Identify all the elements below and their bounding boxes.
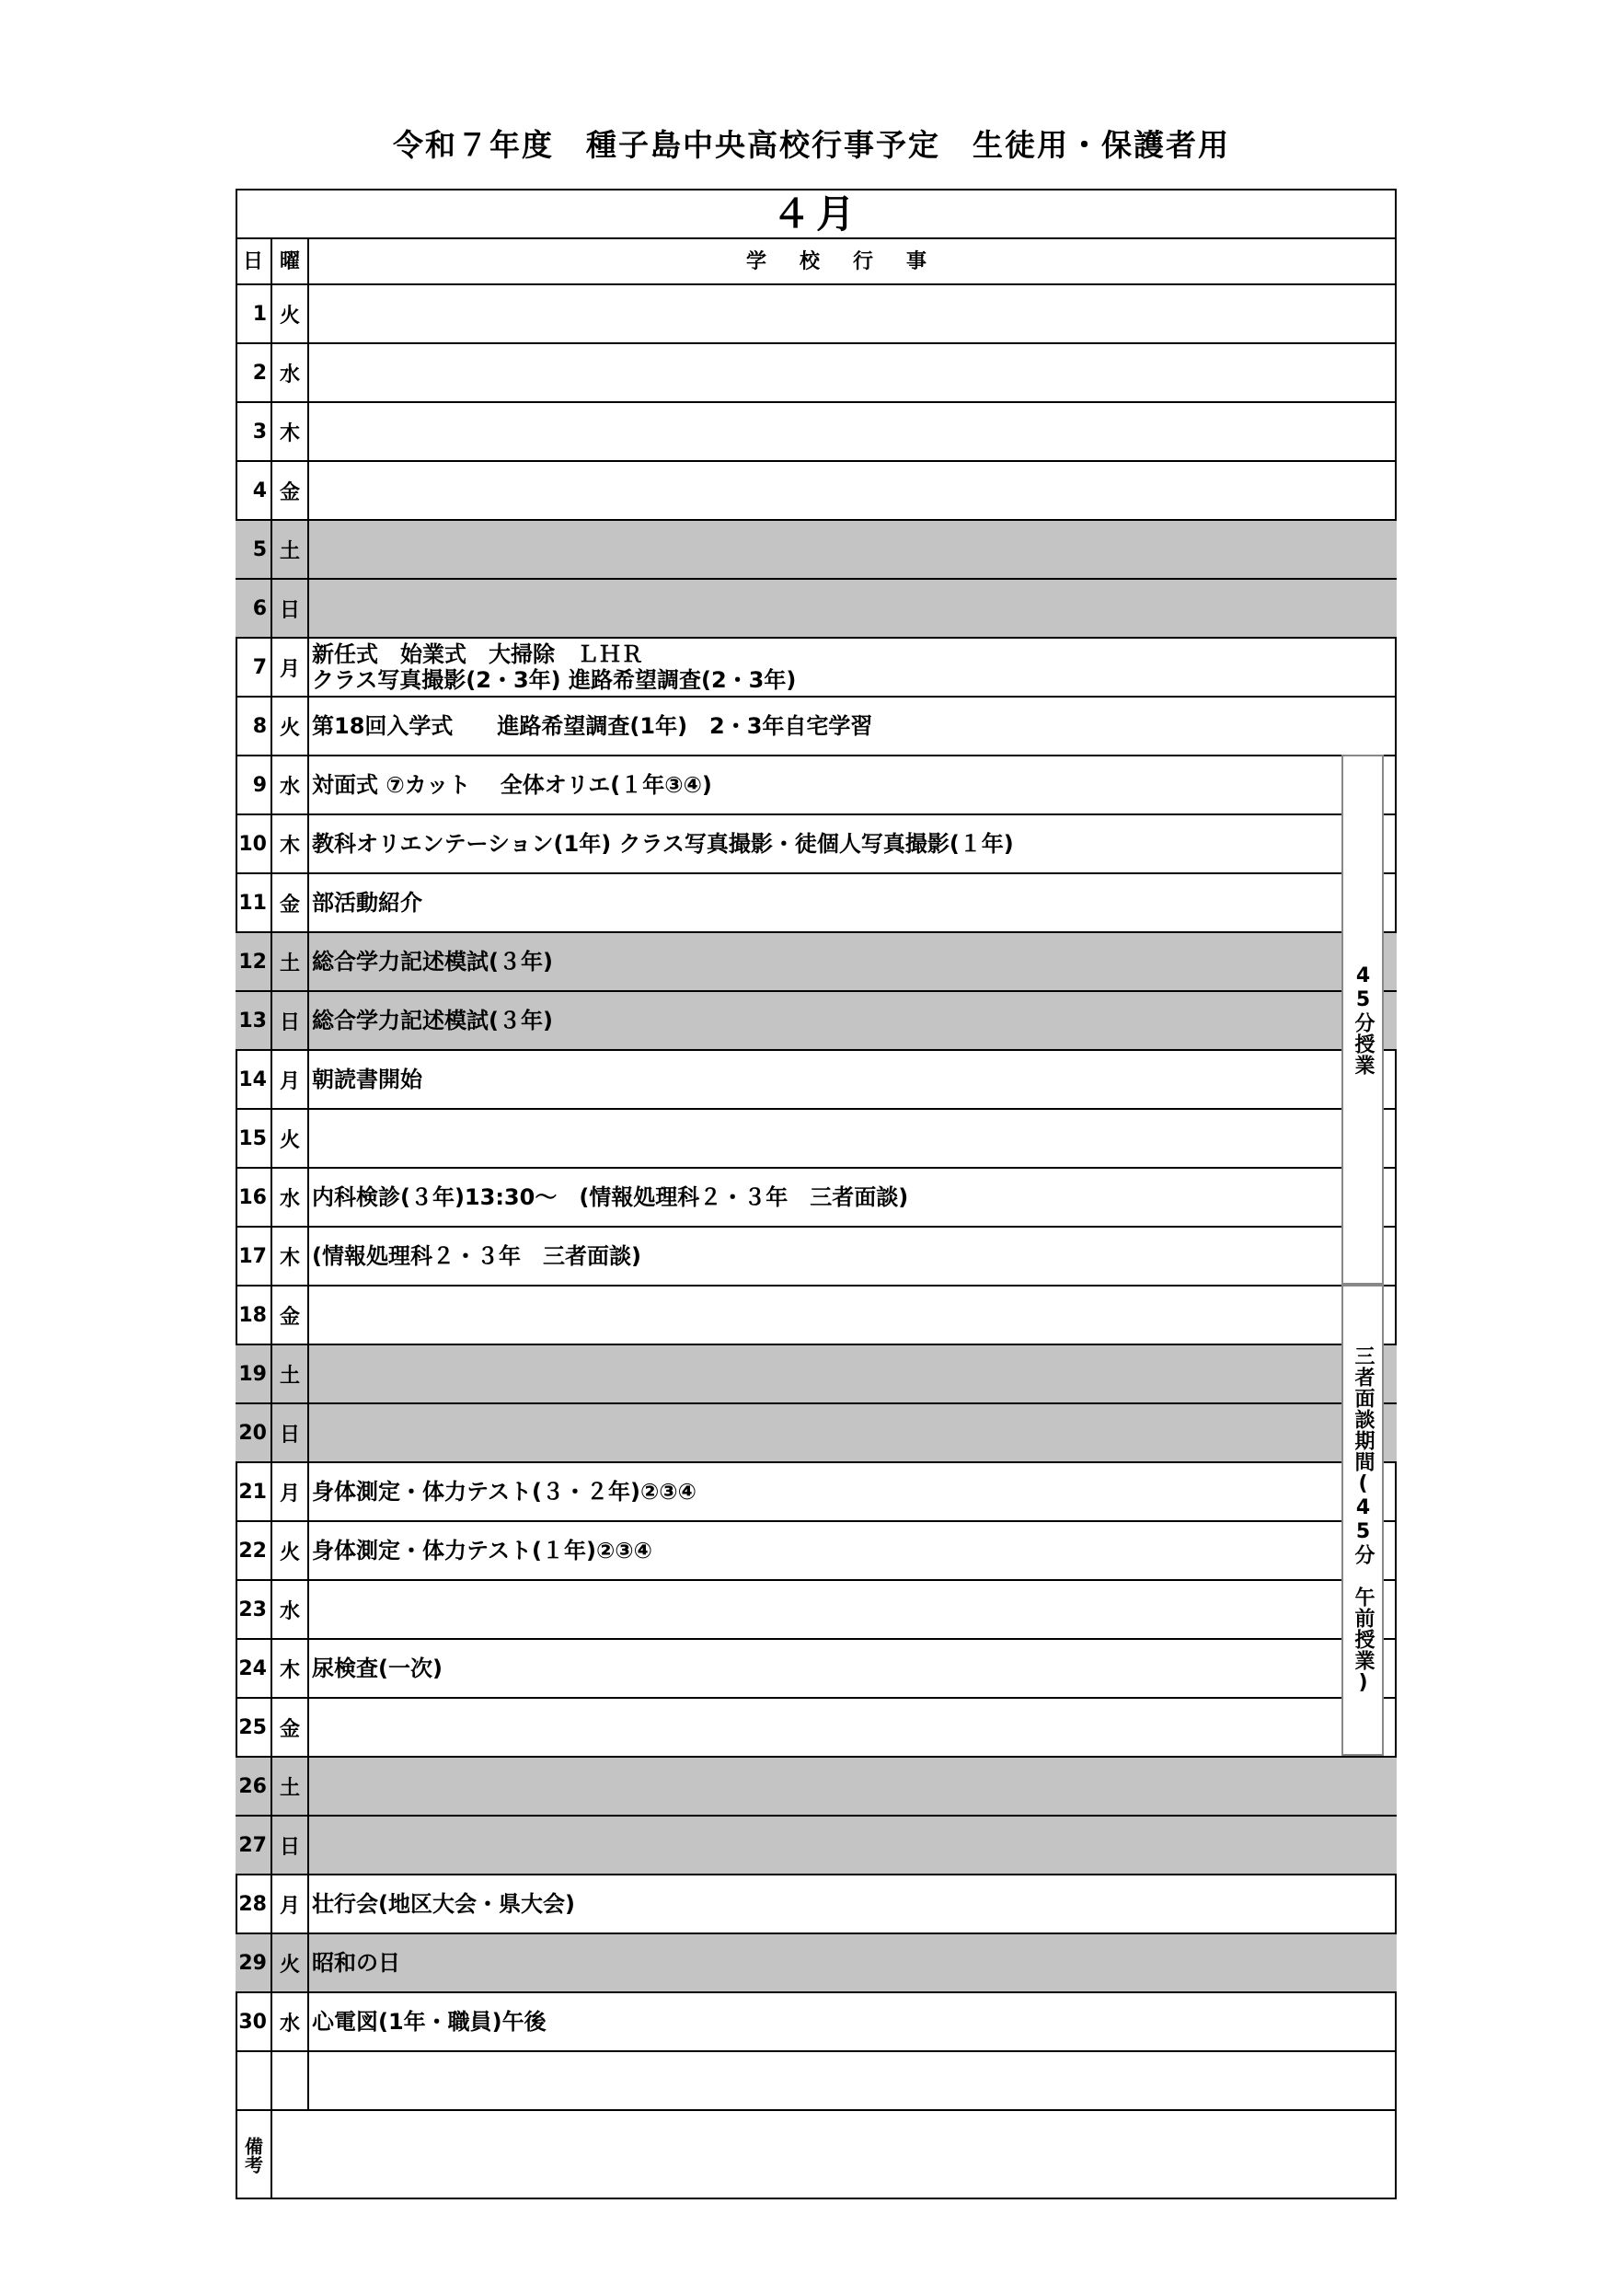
event-cell <box>312 992 1341 1049</box>
event-cell <box>312 1463 1341 1520</box>
weekday <box>272 2052 309 2109</box>
weekday: 土 <box>272 521 309 578</box>
side-note-box <box>1341 1285 1384 1756</box>
day-number: 20 <box>236 1404 272 1461</box>
table-row <box>236 1699 1397 1758</box>
table-row <box>236 1875 1397 1934</box>
event-cell <box>312 285 1341 342</box>
weekday: 土 <box>272 1345 309 1402</box>
weekday: 火 <box>272 1522 309 1579</box>
day-number: 30 <box>236 1993 272 2050</box>
weekday: 金 <box>272 874 309 931</box>
table-row <box>236 1169 1397 1228</box>
weekday: 金 <box>272 1286 309 1344</box>
table-row <box>236 1463 1397 1522</box>
event-cell <box>312 1286 1341 1344</box>
weekday: 月 <box>272 639 309 696</box>
event-text: 対面式 ⑦カット 全体オリエ(１年③④) <box>312 772 712 798</box>
weekday: 月 <box>272 1051 309 1108</box>
event-text: 総合学力記述模試(３年) <box>312 1008 553 1033</box>
event-cell <box>312 1993 1341 2050</box>
day-number: 12 <box>236 933 272 990</box>
event-cell <box>312 1522 1341 1579</box>
event-cell <box>312 1110 1341 1167</box>
weekday: 木 <box>272 1228 309 1285</box>
day-number: 17 <box>236 1228 272 1285</box>
event-cell <box>312 1051 1341 1108</box>
day-number: 6 <box>236 580 272 637</box>
table-row <box>236 1993 1397 2052</box>
day-number: 29 <box>236 1934 272 1991</box>
event-cell <box>312 1581 1341 1638</box>
day-number: 14 <box>236 1051 272 1108</box>
table-row <box>236 1758 1397 1817</box>
table-row <box>236 1110 1397 1169</box>
event-cell <box>312 874 1341 931</box>
event-cell <box>312 815 1341 872</box>
event-cell <box>312 1640 1341 1697</box>
table-row <box>236 1522 1397 1581</box>
event-cell <box>312 933 1341 990</box>
header-events: 学校行事 <box>309 239 1397 285</box>
event-text: 尿検査(一次) <box>312 1656 443 1681</box>
month-heading: ４月 <box>236 189 1397 239</box>
weekday: 日 <box>272 580 309 637</box>
weekday: 水 <box>272 1169 309 1226</box>
event-cell <box>312 2052 1341 2109</box>
day-number <box>236 2052 272 2109</box>
event-cell <box>312 521 1341 578</box>
weekday: 水 <box>272 344 309 401</box>
weekday: 土 <box>272 1758 309 1815</box>
table-row <box>236 1934 1397 1993</box>
event-text: 壮行会(地区大会・県大会) <box>312 1891 575 1917</box>
event-cell <box>312 1934 1341 1991</box>
event-cell <box>312 1875 1341 1933</box>
event-text: 部活動紹介 <box>312 890 422 916</box>
table-row <box>236 933 1397 992</box>
weekday: 月 <box>272 1463 309 1520</box>
event-cell <box>312 1699 1341 1756</box>
weekday: 火 <box>272 1934 309 1991</box>
table-row <box>236 1228 1397 1286</box>
table-row <box>236 462 1397 521</box>
day-number: 24 <box>236 1640 272 1697</box>
weekday: 水 <box>272 1581 309 1638</box>
side-note-box <box>1341 755 1384 1285</box>
weekday: 月 <box>272 1875 309 1933</box>
table-row <box>236 344 1397 403</box>
weekday: 火 <box>272 698 309 755</box>
event-text: クラス写真撮影(2・3年) 進路希望調査(2・3年) <box>312 667 797 693</box>
event-text: 身体測定・体力テスト(１年)②③④ <box>312 1538 652 1563</box>
table-row <box>236 1640 1397 1699</box>
weekday: 木 <box>272 1640 309 1697</box>
table-row <box>236 698 1397 756</box>
day-number: 13 <box>236 992 272 1049</box>
day-number: 16 <box>236 1169 272 1226</box>
table-row <box>236 285 1397 344</box>
weekday: 金 <box>272 1699 309 1756</box>
table-row <box>236 521 1397 580</box>
event-cell <box>312 1404 1341 1461</box>
remarks-label: 備考 <box>241 2137 264 2174</box>
day-number: 10 <box>236 815 272 872</box>
side-note-text: 三者面談期間(45分 午前授業) <box>1352 1345 1375 1695</box>
event-text: 朝読書開始 <box>312 1067 422 1092</box>
event-cell <box>312 344 1341 401</box>
table-row <box>236 580 1397 639</box>
day-number: 3 <box>236 403 272 460</box>
weekday: 火 <box>272 285 309 342</box>
event-text: 身体測定・体力テスト(３・２年)②③④ <box>312 1479 696 1505</box>
day-number: 4 <box>236 462 272 519</box>
day-number: 15 <box>236 1110 272 1167</box>
weekday: 火 <box>272 1110 309 1167</box>
table-row <box>236 1051 1397 1110</box>
event-cell <box>312 462 1341 519</box>
event-cell <box>312 580 1341 637</box>
day-number: 22 <box>236 1522 272 1579</box>
day-number: 21 <box>236 1463 272 1520</box>
weekday: 木 <box>272 815 309 872</box>
event-cell <box>312 639 1341 696</box>
day-number: 1 <box>236 285 272 342</box>
weekday: 日 <box>272 1817 309 1874</box>
table-row <box>236 639 1397 698</box>
table-row <box>236 1286 1397 1345</box>
day-number: 23 <box>236 1581 272 1638</box>
table-row <box>236 1345 1397 1404</box>
event-text: 内科検診(３年)13:30～ (情報処理科２・３年 三者面談) <box>312 1184 909 1210</box>
weekday: 木 <box>272 403 309 460</box>
weekday: 金 <box>272 462 309 519</box>
weekday: 日 <box>272 992 309 1049</box>
event-cell <box>312 698 1341 755</box>
table-row <box>236 1581 1397 1640</box>
day-number: 26 <box>236 1758 272 1815</box>
weekday: 日 <box>272 1404 309 1461</box>
header-weekday: 曜 <box>272 239 309 285</box>
day-number: 11 <box>236 874 272 931</box>
table-row <box>236 992 1397 1051</box>
event-cell <box>312 403 1341 460</box>
table-row <box>236 1817 1397 1875</box>
weekday: 土 <box>272 933 309 990</box>
day-number: 9 <box>236 756 272 813</box>
event-text: 新任式 始業式 大掃除 ＬＨＲ <box>312 641 643 667</box>
weekday: 水 <box>272 756 309 813</box>
event-cell <box>312 1169 1341 1226</box>
day-number: 27 <box>236 1817 272 1874</box>
remarks-section <box>236 2111 1397 2199</box>
event-text: (情報処理科２・３年 三者面談) <box>312 1243 641 1269</box>
day-number: 18 <box>236 1286 272 1344</box>
table-row <box>236 403 1397 462</box>
day-number: 8 <box>236 698 272 755</box>
side-note-text: 45分授業 <box>1352 963 1375 1076</box>
header-day: 日 <box>236 239 272 285</box>
table-row <box>236 815 1397 874</box>
day-number: 19 <box>236 1345 272 1402</box>
day-number: 25 <box>236 1699 272 1756</box>
event-text: 昭和の日 <box>312 1950 400 1976</box>
event-text: 心電図(1年・職員)午後 <box>312 2009 547 2035</box>
day-number: 28 <box>236 1875 272 1933</box>
weekday: 水 <box>272 1993 309 2050</box>
event-text: 第18回入学式 進路希望調査(1年) 2・3年自宅学習 <box>312 713 873 739</box>
event-cell <box>312 1228 1341 1285</box>
day-number: 7 <box>236 639 272 696</box>
table-row <box>236 2052 1397 2111</box>
event-text: 総合学力記述模試(３年) <box>312 949 553 975</box>
event-text: 教科オリエンテーション(1年) クラス写真撮影・徒個人写真撮影(１年) <box>312 831 1014 857</box>
day-number: 5 <box>236 521 272 578</box>
event-cell <box>312 1758 1341 1815</box>
page-title: 令和７年度 種子島中央高校行事予定 生徒用・保護者用 <box>393 127 1230 163</box>
remarks-label-cell <box>236 2111 272 2199</box>
day-number: 2 <box>236 344 272 401</box>
event-cell <box>312 1345 1341 1402</box>
table-row <box>236 1404 1397 1463</box>
event-cell <box>312 756 1341 813</box>
table-row <box>236 756 1397 815</box>
event-cell <box>312 1817 1341 1874</box>
table-row <box>236 874 1397 933</box>
